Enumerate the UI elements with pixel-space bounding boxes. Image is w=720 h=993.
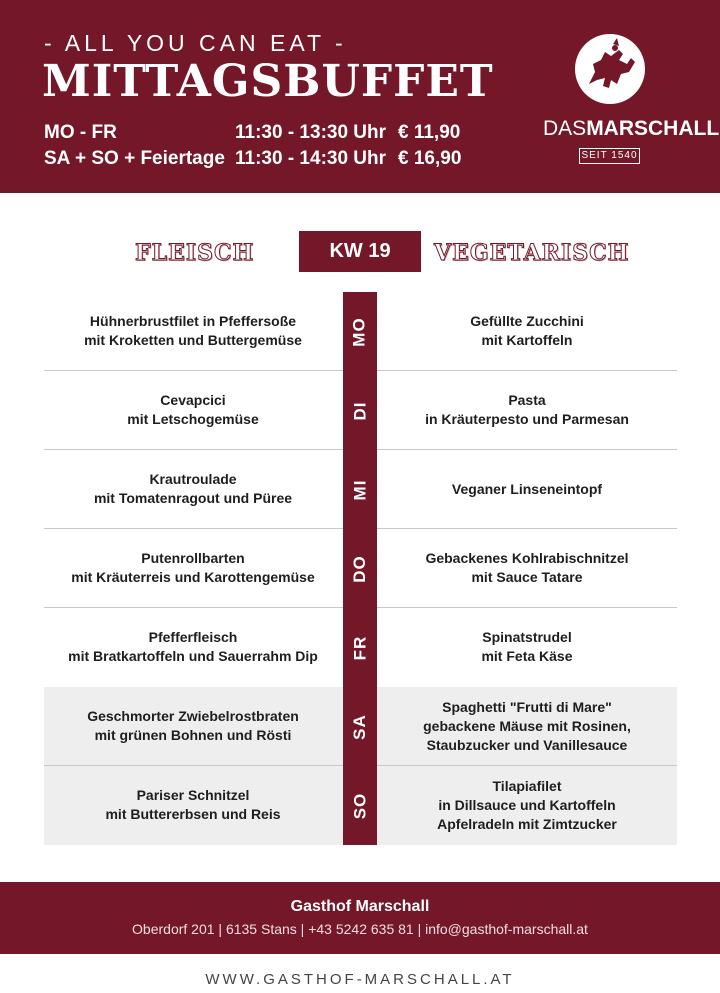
hours-time: 11:30 - 13:30 Uhr (235, 122, 387, 143)
veg-dish: Tilapiafilet in Dillsauce und Kartoffeln Apfelradeln mit Zimtzucker (437, 777, 617, 832)
footer-address[interactable]: Oberdorf 201 | 6135 Stans | +43 5242 635 81 | info@gasthof-marschall.at (132, 921, 588, 937)
meat-dish: Cevapcici mit Letschogemüse (127, 392, 259, 427)
tagline: - ALL YOU CAN EAT - (44, 30, 347, 56)
footer (0, 882, 720, 954)
website-link[interactable]: WWW.GASTHOF-MARSCHALL.AT (205, 971, 515, 988)
meat-dish: Pfefferfleisch mit Bratkartoffeln und Sauerrahm Dip (68, 629, 318, 664)
meat-dish: Hühnerbrustfilet in Pfeffersoße mit Kroketten und Buttergemüse (84, 313, 302, 348)
since-badge: SEIT 1540 (579, 148, 640, 164)
day-label-sa: SA (350, 713, 369, 740)
meat-dish: Putenrollbarten mit Kräuterreis und Karottengemüse (71, 550, 315, 585)
meat-dish: Geschmorter Zwiebelrostbraten mit grünen Bohnen und Rösti (87, 708, 299, 743)
footer-name: Gasthof Marschall (290, 898, 430, 915)
meat-dish: Pariser Schnitzel mit Buttererbsen und Reis (105, 787, 281, 822)
day-label-fr: FR (349, 635, 369, 660)
veg-dish: Gefüllte Zucchini mit Kartoffeln (470, 313, 584, 348)
horse-rider-icon (575, 34, 645, 104)
meat-dish: Krautroulade mit Tomatenragout und Püree (93, 471, 293, 506)
week-badge: KW 19 (299, 231, 421, 272)
veg-dish: Pasta in Kräuterpesto und Parmesan (425, 392, 629, 427)
header (0, 0, 720, 193)
veg-dish: Veganer Linseneintopf (451, 480, 603, 497)
hours-days: SA + SO + Feiertage (44, 148, 225, 169)
veg-dish: Gebackenes Kohlrabischnitzel mit Sauce Tatare (425, 550, 629, 585)
day-label-so: SO (350, 792, 369, 819)
veg-dish: Spinatstrudel mit Feta Käse (481, 629, 573, 664)
day-label-di: DI (350, 401, 369, 420)
day-label-mo: MO (349, 316, 369, 347)
brand-prefix: DAS (543, 117, 587, 140)
hours-price: € 11,90 (398, 122, 461, 143)
veg-column-label: VEGETARISCH (434, 240, 630, 266)
day-label-do: DO (350, 554, 369, 583)
brand-name (543, 117, 720, 141)
brand-main: MARSCHALL (586, 117, 720, 140)
meat-column-label: FLEISCH (135, 240, 255, 266)
hours-days: MO - FR (44, 122, 117, 143)
hours-price: € 16,90 (398, 148, 462, 169)
day-label-mi: MI (349, 479, 369, 500)
hours-time: 11:30 - 14:30 Uhr (235, 148, 387, 169)
veg-dish: Spaghetti "Frutti di Mare" gebackene Mäuse mit Rosinen, Staubzucker und Vanillesauce (423, 698, 631, 753)
page-title: MITTAGSBUFFET (42, 56, 494, 107)
